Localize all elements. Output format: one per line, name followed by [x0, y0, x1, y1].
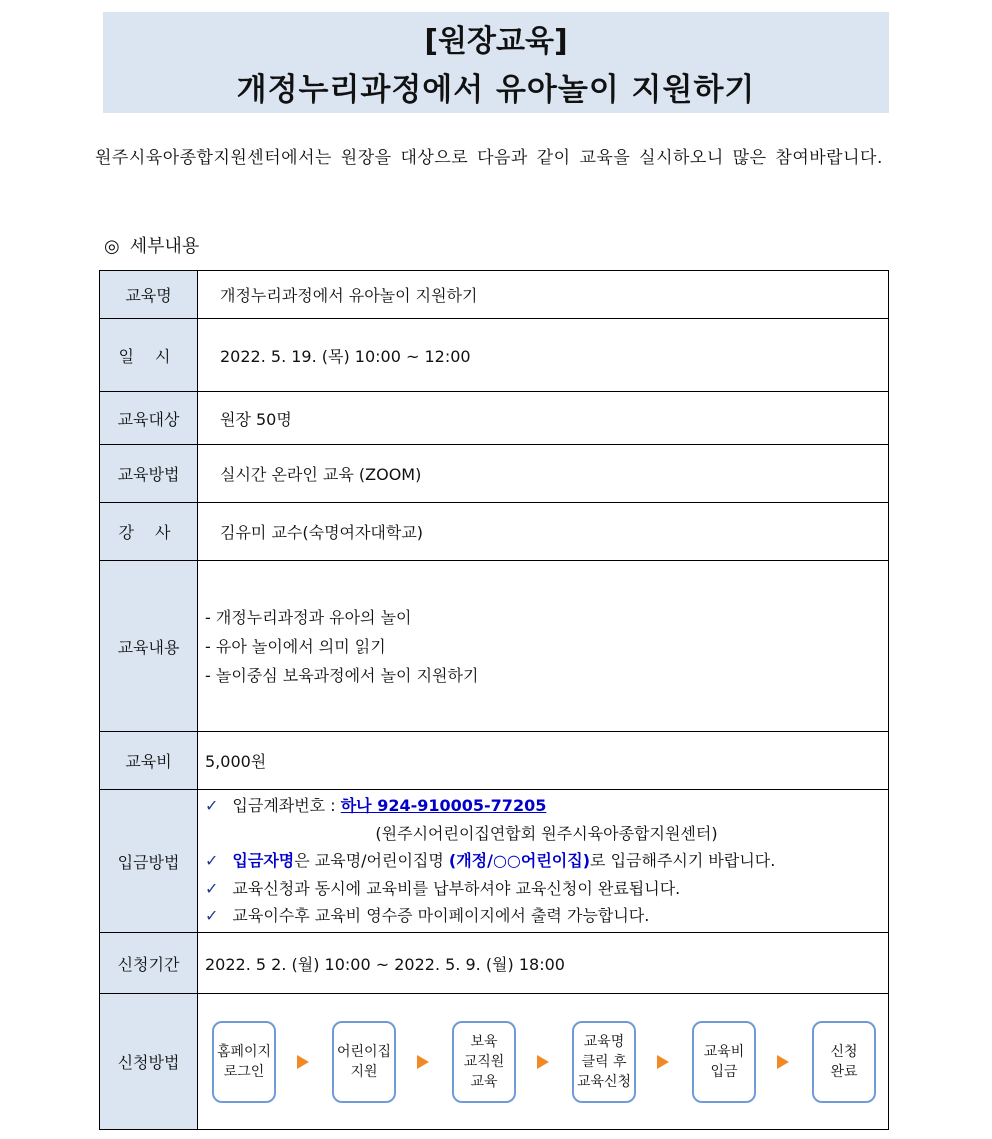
value-fee: 5,000원	[198, 732, 889, 790]
value-period: 2022. 5 2. (월) 10:00 ~ 2022. 5. 9. (월) 18:00	[198, 933, 889, 994]
row-instructor	[100, 503, 889, 561]
label-instructor: 강 사	[100, 503, 198, 561]
payment-account-line	[205, 792, 888, 820]
arrow-right-icon	[537, 1055, 549, 1069]
account-label: 입금계좌번호 :	[232, 796, 341, 816]
step-complete	[812, 1021, 876, 1103]
depositor-mid: 은 교육명/어린이집명	[294, 851, 449, 871]
label-datetime: 일 시	[100, 319, 198, 392]
content-item: - 개정누리과정과 유아의 놀이	[205, 607, 412, 627]
payment-depositor-line	[205, 847, 888, 875]
section-title: 세부내용	[129, 236, 200, 257]
row-course-name	[100, 271, 889, 319]
value-instructor: 김유미 교수(숙명여자대학교)	[198, 503, 889, 561]
label-course-name: 교육명	[100, 271, 198, 319]
value-payment	[198, 790, 889, 933]
content-item: - 놀이중심 보육과정에서 놀이 지원하기	[205, 665, 479, 685]
details-table	[99, 270, 889, 1130]
row-target	[100, 392, 889, 445]
label-period: 신청기간	[100, 933, 198, 994]
value-course-name: 개정누리과정에서 유아놀이 지원하기	[198, 271, 889, 319]
content-item: - 유아 놀이에서 의미 읽기	[205, 636, 386, 656]
label-target: 교육대상	[100, 392, 198, 445]
arrow-right-icon	[657, 1055, 669, 1069]
label-method: 교육방법	[100, 445, 198, 503]
step-label: 신청 완료	[830, 1043, 858, 1080]
payment-line-4	[205, 902, 888, 930]
arrow-right-icon	[297, 1055, 309, 1069]
checkmark-icon: ✓	[205, 878, 219, 898]
account-holder: (원주시어린이집연합회 원주시육아종합지원센터)	[375, 823, 718, 843]
row-datetime	[100, 319, 889, 392]
step-login	[212, 1021, 276, 1103]
title-banner	[103, 12, 889, 113]
checkmark-icon: ✓	[205, 851, 219, 871]
intro-text: 원주시육아종합지원센터에서는 원장을 대상으로 다음과 같이 교육을 실시하오니 많은 참여바랍니다.	[95, 148, 883, 168]
checkmark-icon: ✓	[205, 906, 219, 926]
step-label: 보육 교직원 교육	[463, 1033, 505, 1090]
row-fee	[100, 732, 889, 790]
apply-flow	[198, 1021, 888, 1103]
section-heading	[104, 232, 199, 258]
page-title: 개정누리과정에서 유아놀이 지원하기	[236, 72, 756, 108]
label-fee: 교육비	[100, 732, 198, 790]
depositor-end: 로 입금해주시기 바랍니다.	[590, 851, 776, 871]
account-number: 하나 924-910005-77205	[340, 796, 547, 816]
depositor-label: 입금자명	[232, 851, 295, 871]
step-staff-training	[452, 1021, 516, 1103]
checkmark-icon: ✓	[205, 796, 219, 816]
payment-notice-complete: 교육신청과 동시에 교육비를 납부하셔야 교육신청이 완료됩니다.	[232, 878, 681, 898]
row-content	[100, 561, 889, 732]
apply-flow-cell	[198, 994, 889, 1130]
arrow-right-icon	[417, 1055, 429, 1069]
label-apply: 신청방법	[100, 994, 198, 1130]
payment-notice-receipt: 교육이수후 교육비 영수증 마이페이지에서 출력 가능합니다.	[232, 906, 650, 926]
row-method	[100, 445, 889, 503]
step-label: 홈페이지 로그인	[216, 1043, 272, 1080]
label-content: 교육내용	[100, 561, 198, 732]
arrow-right-icon	[777, 1055, 789, 1069]
value-datetime: 2022. 5. 19. (목) 10:00 ~ 12:00	[198, 319, 889, 392]
step-fee-payment	[692, 1021, 756, 1103]
payment-line-3	[205, 875, 888, 903]
depositor-example: (개정/○○어린이집)	[448, 851, 591, 871]
step-course-apply	[572, 1021, 636, 1103]
step-label: 교육비 입금	[703, 1043, 745, 1080]
step-label: 교육명 클릭 후 교육신청	[576, 1033, 632, 1090]
step-daycare-support	[332, 1021, 396, 1103]
label-payment: 입금방법	[100, 790, 198, 933]
row-apply	[100, 994, 889, 1130]
value-content	[198, 561, 889, 732]
row-period	[100, 933, 889, 994]
step-label: 어린이집 지원	[336, 1043, 392, 1080]
value-target: 원장 50명	[198, 392, 889, 445]
page-category: [원장교육]	[424, 24, 568, 59]
row-payment	[100, 790, 889, 933]
value-method: 실시간 온라인 교육 (ZOOM)	[198, 445, 889, 503]
double-circle-icon: ◎	[104, 236, 120, 257]
